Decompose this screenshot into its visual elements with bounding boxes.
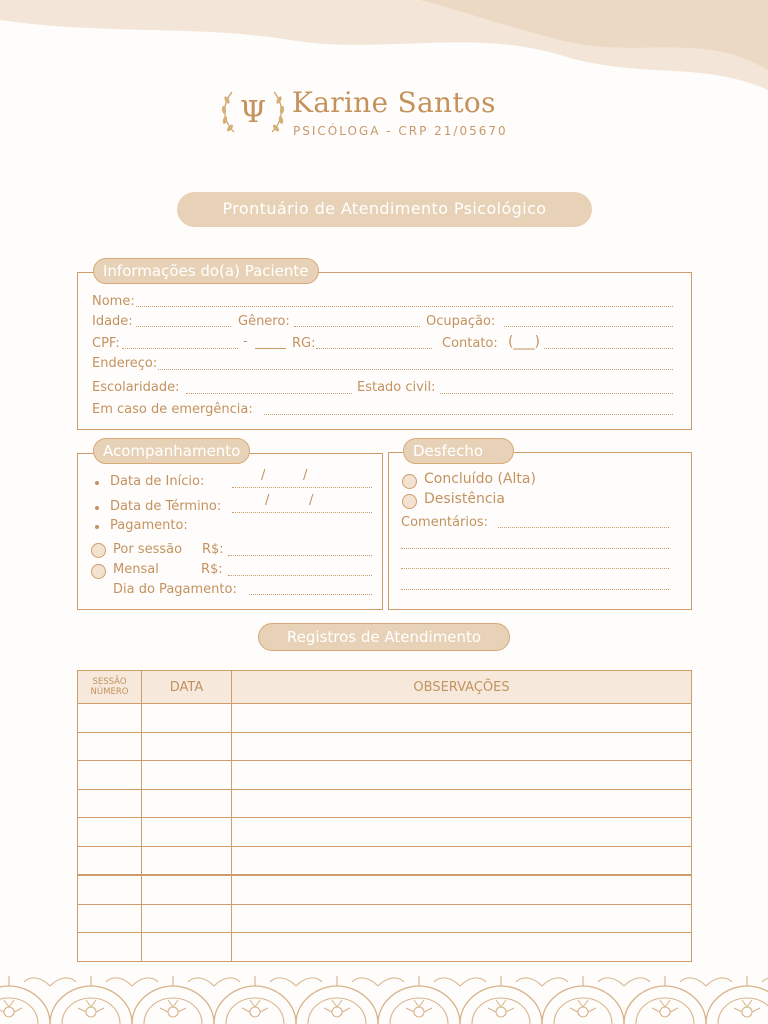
table-row <box>78 704 692 733</box>
date-cell[interactable] <box>142 846 232 875</box>
observations-cell[interactable] <box>232 846 692 875</box>
marital-status-label: Estado civil: <box>357 380 436 395</box>
occupation-label: Ocupação: <box>426 314 496 329</box>
date-cell[interactable] <box>142 761 232 790</box>
observations-cell[interactable] <box>232 933 692 962</box>
dropout-label: Desistência <box>424 491 506 507</box>
cpf-suffix-field[interactable] <box>255 348 286 349</box>
outcome-heading: Desfecho <box>403 438 514 464</box>
dropout-radio[interactable] <box>402 494 417 509</box>
observations-cell[interactable] <box>232 818 692 847</box>
date-cell[interactable] <box>142 732 232 761</box>
payment-day-field[interactable] <box>249 594 372 595</box>
monthly-currency-label: R$: <box>201 562 223 577</box>
start-date-slash-2: / <box>303 468 308 483</box>
emergency-field[interactable] <box>264 414 673 415</box>
concluded-label: Concluído (Alta) <box>424 471 536 487</box>
col-date-header: DATA <box>142 671 232 704</box>
table-row <box>78 933 692 962</box>
rg-label: RG: <box>292 336 316 351</box>
session-cell[interactable] <box>78 732 142 761</box>
address-label: Endereço: <box>92 356 158 371</box>
observations-cell[interactable] <box>232 875 692 904</box>
brand-name: Karine Santos <box>292 86 496 119</box>
footer-ornament-pattern <box>0 972 768 1024</box>
education-label: Escolaridade: <box>92 380 180 395</box>
comments-field-1[interactable] <box>498 527 669 528</box>
col-observations-header: OBSERVAÇÕES <box>232 671 692 704</box>
session-cell[interactable] <box>78 846 142 875</box>
name-field[interactable] <box>136 306 673 307</box>
cpf-field[interactable] <box>122 348 238 349</box>
date-cell[interactable] <box>142 704 232 733</box>
table-row <box>78 846 692 875</box>
observations-cell[interactable] <box>232 761 692 790</box>
table-row <box>78 732 692 761</box>
end-date-label: Data de Término: <box>110 499 222 514</box>
bullet-end-date <box>95 506 99 510</box>
logo-psi-glyph: Ψ <box>239 95 267 130</box>
date-cell[interactable] <box>142 904 232 933</box>
start-date-field[interactable] <box>232 487 372 488</box>
contact-label: Contato: <box>442 336 498 351</box>
gender-label: Gênero: <box>238 314 290 329</box>
per-session-label: Por sessão <box>113 542 183 557</box>
comments-field-2[interactable] <box>401 548 669 549</box>
start-date-label: Data de Início: <box>110 474 205 489</box>
per-session-currency-label: R$: <box>202 542 224 557</box>
observations-cell[interactable] <box>232 789 692 818</box>
education-field[interactable] <box>186 393 352 394</box>
brand-subtitle: PSICÓLOGA - CRP 21/05670 <box>293 124 508 138</box>
followup-heading: Acompanhamento <box>93 438 250 464</box>
col-session-header: SESSÃO NÚMERO <box>78 671 142 704</box>
name-label: Nome: <box>92 294 135 309</box>
cpf-label: CPF: <box>92 336 120 351</box>
comments-field-3[interactable] <box>401 568 669 569</box>
gender-field[interactable] <box>294 326 420 327</box>
observations-cell[interactable] <box>232 704 692 733</box>
table-row <box>78 789 692 818</box>
per-session-radio[interactable] <box>91 543 106 558</box>
monthly-amount-field[interactable] <box>228 575 372 576</box>
start-date-slash-1: / <box>261 468 266 483</box>
session-cell[interactable] <box>78 933 142 962</box>
date-cell[interactable] <box>142 789 232 818</box>
end-date-field[interactable] <box>232 512 372 513</box>
end-date-slash-2: / <box>309 493 314 508</box>
bullet-start-date <box>95 481 99 485</box>
per-session-amount-field[interactable] <box>228 555 372 556</box>
comments-label: Comentários: <box>401 515 489 530</box>
contact-field[interactable] <box>544 348 673 349</box>
observations-cell[interactable] <box>232 904 692 933</box>
table-row <box>78 875 692 904</box>
marital-status-field[interactable] <box>440 393 673 394</box>
header-wave-decoration <box>0 0 768 100</box>
session-cell[interactable] <box>78 904 142 933</box>
occupation-field[interactable] <box>504 326 673 327</box>
payment-day-label: Dia do Pagamento: <box>113 582 237 597</box>
cpf-dash: - <box>243 334 248 349</box>
date-cell[interactable] <box>142 933 232 962</box>
concluded-radio[interactable] <box>402 474 417 489</box>
monthly-radio[interactable] <box>91 564 106 579</box>
records-heading: Registros de Atendimento <box>258 623 510 651</box>
session-cell[interactable] <box>78 789 142 818</box>
date-cell[interactable] <box>142 875 232 904</box>
table-row <box>78 904 692 933</box>
logo-laurel-icon <box>218 86 288 138</box>
session-cell[interactable] <box>78 761 142 790</box>
rg-field[interactable] <box>316 348 432 349</box>
comments-field-4[interactable] <box>401 589 669 590</box>
observations-cell[interactable] <box>232 732 692 761</box>
end-date-slash-1: / <box>265 493 270 508</box>
table-row <box>78 818 692 847</box>
emergency-label: Em caso de emergência: <box>92 402 253 417</box>
session-cell[interactable] <box>78 818 142 847</box>
age-label: Idade: <box>92 314 133 329</box>
records-table <box>77 670 692 962</box>
bullet-payment <box>95 525 99 529</box>
monthly-label: Mensal <box>113 562 159 577</box>
payment-label: Pagamento: <box>110 518 188 533</box>
age-field[interactable] <box>136 326 231 327</box>
patient-info-heading: Informações do(a) Paciente <box>93 258 319 284</box>
session-cell[interactable] <box>78 704 142 733</box>
address-field[interactable] <box>158 369 673 370</box>
table-row <box>78 761 692 790</box>
document-title: Prontuário de Atendimento Psicológico <box>177 192 592 227</box>
date-cell[interactable] <box>142 818 232 847</box>
contact-area-code: (___) <box>508 334 540 350</box>
session-cell[interactable] <box>78 875 142 904</box>
